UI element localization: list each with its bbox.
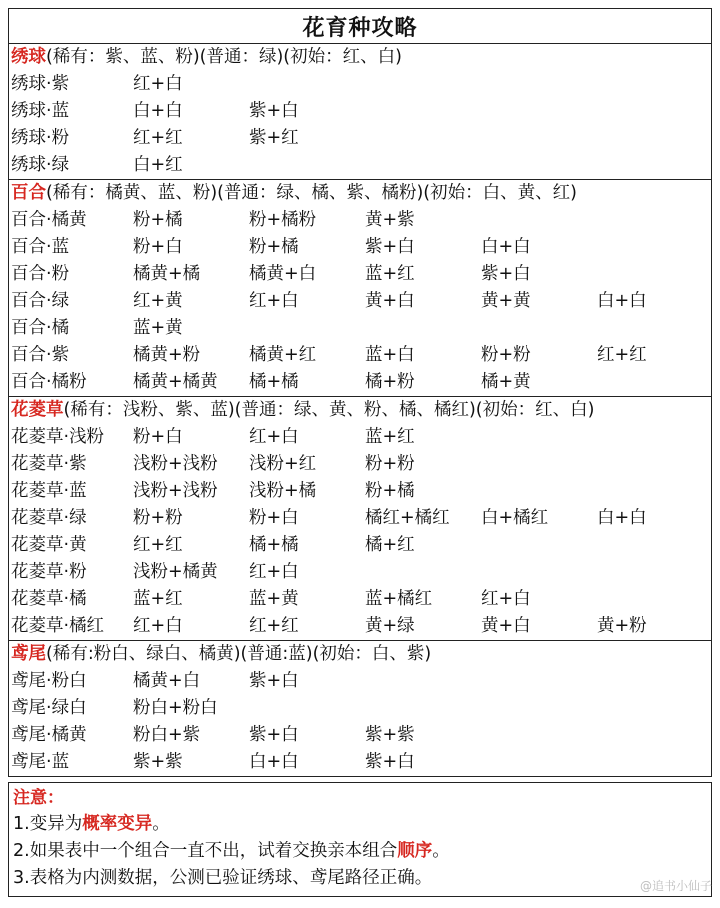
combo-cell: 白+橘红 bbox=[481, 508, 549, 528]
combo-cell: 橘红+橘红 bbox=[365, 508, 450, 528]
combo-cell: 橘+橘 bbox=[249, 535, 299, 555]
variant-name: 花菱草·浅粉 bbox=[11, 427, 105, 447]
table-row bbox=[9, 369, 711, 396]
combo-cell: 蓝+红 bbox=[365, 264, 415, 284]
variant-name: 花菱草·粉 bbox=[11, 562, 87, 582]
combo-cell: 红+白 bbox=[249, 291, 299, 311]
combo-cell: 紫+白 bbox=[481, 264, 531, 284]
combo-cell: 粉白+紫 bbox=[133, 725, 201, 745]
sections-container bbox=[8, 44, 712, 777]
note-item bbox=[13, 865, 707, 892]
combo-cell: 紫+红 bbox=[249, 128, 299, 148]
flower-section bbox=[8, 641, 712, 777]
combo-cell: 红+白 bbox=[481, 589, 531, 609]
combo-cell: 红+白 bbox=[133, 616, 183, 636]
combo-cell: 红+红 bbox=[133, 535, 183, 555]
combo-cell: 浅粉+浅粉 bbox=[133, 481, 218, 501]
variant-name: 百合·蓝 bbox=[11, 237, 70, 257]
combo-cell: 粉+橘 bbox=[365, 481, 415, 501]
section-info: (稀有：浅粉、紫、蓝)(普通：绿、黄、粉、橘、橘红)(初始：红、白) bbox=[63, 400, 595, 420]
flower-section bbox=[8, 180, 712, 397]
table-row bbox=[9, 288, 711, 315]
watermark: @追书小仙子 bbox=[639, 879, 712, 893]
note-pre: 1.变异为 bbox=[13, 814, 83, 834]
table-row bbox=[9, 98, 711, 125]
combo-cell: 红+红 bbox=[133, 128, 183, 148]
combo-cell: 紫+紫 bbox=[365, 725, 415, 745]
table-row bbox=[9, 125, 711, 152]
table-row bbox=[9, 586, 711, 613]
combo-cell: 粉+白 bbox=[249, 508, 299, 528]
table-row bbox=[9, 668, 711, 695]
combo-cell: 粉+橘粉 bbox=[249, 210, 317, 230]
combo-cell: 橘+红 bbox=[365, 535, 415, 555]
note-item bbox=[13, 811, 707, 838]
combo-cell: 红+红 bbox=[249, 616, 299, 636]
combo-cell: 红+红 bbox=[597, 345, 647, 365]
section-flower-name: 绣球 bbox=[11, 47, 46, 67]
combo-cell: 黄+绿 bbox=[365, 616, 415, 636]
combo-cell: 紫+紫 bbox=[133, 752, 183, 772]
table-row bbox=[9, 234, 711, 261]
table-row bbox=[9, 342, 711, 369]
combo-cell: 蓝+白 bbox=[365, 345, 415, 365]
variant-name: 百合·橘 bbox=[11, 318, 70, 338]
section-header bbox=[9, 641, 711, 668]
variant-name: 百合·橘黄 bbox=[11, 210, 87, 230]
variant-name: 绣球·蓝 bbox=[11, 101, 70, 121]
page-title: 花育种攻略 bbox=[8, 8, 712, 44]
table-row bbox=[9, 695, 711, 722]
combo-cell: 粉+粉 bbox=[481, 345, 531, 365]
combo-cell: 白+白 bbox=[597, 291, 647, 311]
combo-cell: 橘+粉 bbox=[365, 372, 415, 392]
variant-name: 花菱草·紫 bbox=[11, 454, 87, 474]
combo-cell: 浅粉+橘黄 bbox=[133, 562, 218, 582]
variant-name: 花菱草·黄 bbox=[11, 535, 87, 555]
combo-cell: 黄+粉 bbox=[597, 616, 647, 636]
table-row bbox=[9, 613, 711, 640]
combo-cell: 红+白 bbox=[133, 74, 183, 94]
combo-cell: 蓝+红 bbox=[133, 589, 183, 609]
table-row bbox=[9, 451, 711, 478]
variant-name: 花菱草·绿 bbox=[11, 508, 87, 528]
combo-cell: 红+白 bbox=[249, 562, 299, 582]
section-info: (稀有:粉白、绿白、橘黄)(普通:蓝)(初始：白、紫) bbox=[46, 644, 432, 664]
variant-name: 鸢尾·绿白 bbox=[11, 698, 87, 718]
combo-cell: 粉+粉 bbox=[365, 454, 415, 474]
table-row bbox=[9, 315, 711, 342]
note-em: 顺序 bbox=[397, 841, 433, 861]
combo-cell: 橘黄+白 bbox=[249, 264, 317, 284]
table-row bbox=[9, 505, 711, 532]
combo-cell: 橘黄+粉 bbox=[133, 345, 201, 365]
combo-cell: 粉+白 bbox=[133, 427, 183, 447]
note-em: 概率变异 bbox=[82, 814, 153, 834]
note-post: 。 bbox=[152, 814, 170, 834]
variant-name: 鸢尾·蓝 bbox=[11, 752, 70, 772]
combo-cell: 黄+白 bbox=[365, 291, 415, 311]
combo-cell: 黄+黄 bbox=[481, 291, 531, 311]
section-header bbox=[9, 397, 711, 424]
combo-cell: 粉+橘 bbox=[249, 237, 299, 257]
section-header bbox=[9, 180, 711, 207]
table-row bbox=[9, 152, 711, 179]
guide-sheet bbox=[8, 8, 712, 897]
combo-cell: 蓝+黄 bbox=[249, 589, 299, 609]
note-item bbox=[13, 838, 707, 865]
table-row bbox=[9, 207, 711, 234]
variant-name: 花菱草·橘 bbox=[11, 589, 87, 609]
combo-cell: 紫+白 bbox=[249, 725, 299, 745]
combo-cell: 橘黄+白 bbox=[133, 671, 201, 691]
section-flower-name: 百合 bbox=[11, 183, 46, 203]
variant-name: 绣球·绿 bbox=[11, 155, 70, 175]
flower-section bbox=[8, 44, 712, 180]
table-row bbox=[9, 424, 711, 451]
table-row bbox=[9, 749, 711, 776]
note-pre: 2.如果表中一个组合一直不出，试着交换亲本组合 bbox=[13, 841, 398, 861]
section-info: (稀有：紫、蓝、粉)(普通：绿)(初始：红、白) bbox=[46, 47, 402, 67]
notes-box bbox=[8, 782, 712, 897]
combo-cell: 橘+黄 bbox=[481, 372, 531, 392]
combo-cell: 紫+白 bbox=[365, 752, 415, 772]
combo-cell: 白+白 bbox=[133, 101, 183, 121]
combo-cell: 橘+橘 bbox=[249, 372, 299, 392]
table-row bbox=[9, 559, 711, 586]
combo-cell: 粉白+粉白 bbox=[133, 698, 218, 718]
table-row bbox=[9, 722, 711, 749]
combo-cell: 橘黄+橘黄 bbox=[133, 372, 218, 392]
combo-cell: 粉+白 bbox=[133, 237, 183, 257]
variant-name: 百合·绿 bbox=[11, 291, 70, 311]
combo-cell: 白+白 bbox=[597, 508, 647, 528]
table-row bbox=[9, 261, 711, 288]
variant-name: 鸢尾·粉白 bbox=[11, 671, 87, 691]
variant-name: 百合·紫 bbox=[11, 345, 70, 365]
variant-name: 百合·粉 bbox=[11, 264, 70, 284]
table-row bbox=[9, 71, 711, 98]
section-header bbox=[9, 44, 711, 71]
note-pre: 3.表格为内测数据，公测已验证绣球、鸢尾路径正确。 bbox=[13, 868, 433, 888]
variant-name: 百合·橘粉 bbox=[11, 372, 87, 392]
combo-cell: 黄+紫 bbox=[365, 210, 415, 230]
combo-cell: 浅粉+浅粉 bbox=[133, 454, 218, 474]
combo-cell: 黄+白 bbox=[481, 616, 531, 636]
variant-name: 绣球·紫 bbox=[11, 74, 70, 94]
combo-cell: 紫+白 bbox=[249, 101, 299, 121]
combo-cell: 白+白 bbox=[249, 752, 299, 772]
combo-cell: 粉+粉 bbox=[133, 508, 183, 528]
note-post: 。 bbox=[432, 841, 450, 861]
combo-cell: 粉+橘 bbox=[133, 210, 183, 230]
combo-cell: 白+白 bbox=[481, 237, 531, 257]
variant-name: 花菱草·橘红 bbox=[11, 616, 105, 636]
combo-cell: 浅粉+橘 bbox=[249, 481, 317, 501]
section-info: (稀有：橘黄、蓝、粉)(普通：绿、橘、紫、橘粉)(初始：白、黄、红) bbox=[46, 183, 577, 203]
combo-cell: 浅粉+红 bbox=[249, 454, 317, 474]
combo-cell: 白+红 bbox=[133, 155, 183, 175]
section-flower-name: 鸢尾 bbox=[11, 644, 46, 664]
notes-heading: 注意： bbox=[13, 788, 64, 808]
variant-name: 鸢尾·橘黄 bbox=[11, 725, 87, 745]
table-row bbox=[9, 532, 711, 559]
combo-cell: 蓝+橘红 bbox=[365, 589, 433, 609]
combo-cell: 紫+白 bbox=[365, 237, 415, 257]
combo-cell: 红+黄 bbox=[133, 291, 183, 311]
notes-list bbox=[13, 811, 707, 892]
combo-cell: 橘黄+橘 bbox=[133, 264, 201, 284]
combo-cell: 橘黄+红 bbox=[249, 345, 317, 365]
combo-cell: 紫+白 bbox=[249, 671, 299, 691]
combo-cell: 红+白 bbox=[249, 427, 299, 447]
combo-cell: 蓝+红 bbox=[365, 427, 415, 447]
flower-section bbox=[8, 397, 712, 641]
variant-name: 花菱草·蓝 bbox=[11, 481, 87, 501]
combo-cell: 蓝+黄 bbox=[133, 318, 183, 338]
section-flower-name: 花菱草 bbox=[11, 400, 64, 420]
variant-name: 绣球·粉 bbox=[11, 128, 70, 148]
table-row bbox=[9, 478, 711, 505]
